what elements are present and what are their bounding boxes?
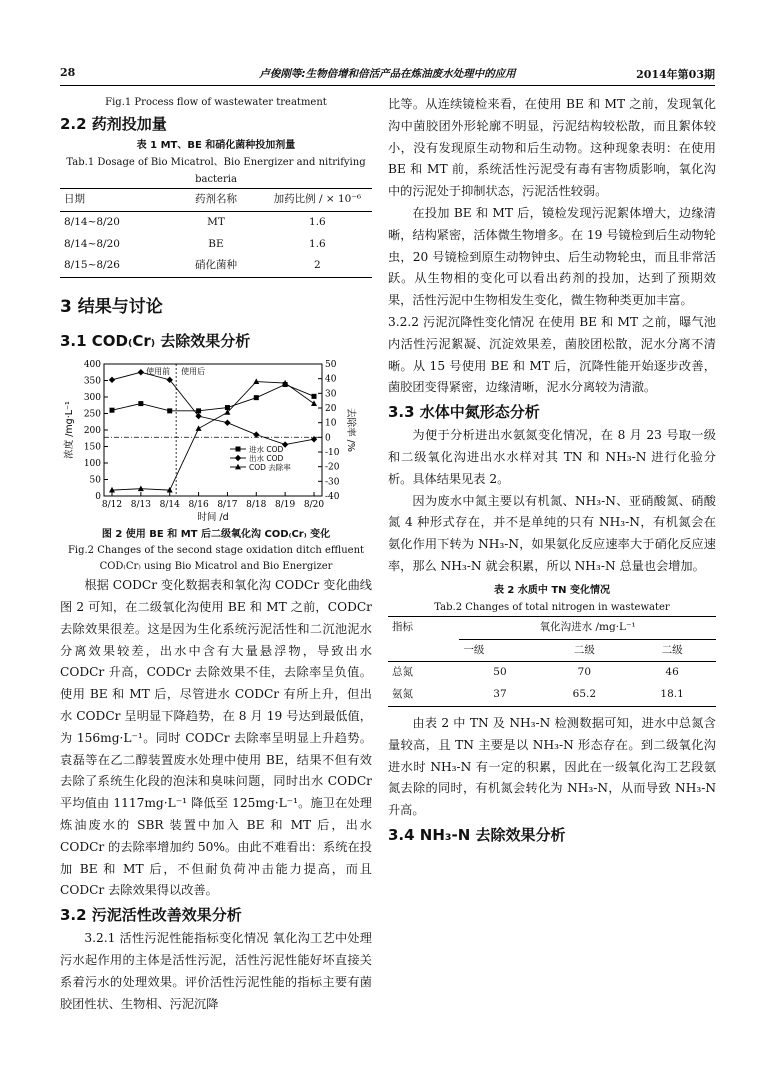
t1-cell: 1.6 bbox=[309, 215, 326, 228]
right-tick-label: 10 bbox=[325, 418, 337, 429]
data-point-2 bbox=[253, 379, 259, 385]
x-axis-label: 时间 /d bbox=[197, 512, 229, 524]
left-tick-label: 0 bbox=[95, 492, 101, 503]
paragraph-settling: 3.2.2 污泥沉降性变化情况 在使用 BE 和 MT 之前，曝气池内活性污泥絮凝、沉淀效果差，菌胶团松散，泥水分离不清晰。从 15 号使用 BE 和 MT 后，沉降性能开始逐步改善，菌胶团变得紧密，边缘清晰，泥水分离较为清澈。 bbox=[388, 314, 716, 395]
legend-label: 出水 COD bbox=[249, 454, 284, 464]
table-row bbox=[388, 662, 716, 684]
paragraph-sludge-activity: 3.2.1 活性污泥性能指标变化情况 氧化沟工艺中处理污水起作用的主体是活性污泥，活性污泥性能好坏直接关系着污水的处理效果。评价活性污泥性能的指标主要有菌胶团性状、生物相、污泥沉降 bbox=[60, 931, 372, 1011]
cod-chart-svg bbox=[60, 356, 372, 526]
left-tick-label: 250 bbox=[83, 409, 101, 420]
t1-cell: 8/14~8/20 bbox=[64, 237, 120, 250]
data-point-0 bbox=[167, 409, 172, 414]
t2-cell: 70 bbox=[577, 666, 592, 679]
right-tick-label: 0 bbox=[325, 433, 331, 444]
section-3-2-title: 3.2 污泥活性改善效果分析 bbox=[60, 906, 242, 925]
t2-cell: 46 bbox=[665, 666, 679, 679]
left-tick-label: 200 bbox=[83, 426, 101, 437]
t2-cell: 65.2 bbox=[572, 688, 597, 701]
series-line-2 bbox=[112, 382, 314, 491]
t1-cell: BE bbox=[208, 237, 224, 250]
x-tick-label: 8/20 bbox=[303, 500, 325, 511]
table-row bbox=[60, 255, 372, 277]
table-1 bbox=[60, 188, 372, 278]
data-point-0 bbox=[312, 394, 317, 399]
running-title: 卢俊刚等:生物倍增和倍活产品在炼油废水处理中的应用 bbox=[259, 68, 516, 80]
fig2-caption-en: Fig.2 Changes of the second stage oxidation ditch effluent COD₍Cr₎ using Bio Micatrol and Bio Energizer bbox=[67, 545, 365, 573]
plot-frame bbox=[104, 364, 322, 496]
t2-header-indicator: 指标 bbox=[392, 620, 413, 633]
data-point-0 bbox=[196, 409, 201, 414]
left-tick-label: 50 bbox=[89, 475, 101, 486]
t2-header-group: 氧化沟进水 /mg·L⁻¹ bbox=[459, 616, 716, 639]
table-2 bbox=[388, 616, 716, 707]
t1-cell: MT bbox=[207, 215, 225, 228]
x-tick-label: 8/14 bbox=[159, 500, 180, 511]
left-tick-label: 400 bbox=[83, 360, 101, 371]
t1-header-ratio: 加药比例 / × 10⁻⁶ bbox=[273, 193, 362, 205]
section-3-3-title: 3.3 水体中氮形态分析 bbox=[388, 403, 540, 422]
x-tick-label: 8/18 bbox=[246, 500, 267, 511]
data-point-2 bbox=[138, 486, 144, 492]
t2-cell: 50 bbox=[493, 666, 507, 679]
paragraph-microscopy: 比等。从连续镜检来看，在使用 BE 和 MT 之前，发现氧化沟中菌胶团外形轮廓不明显，污泥结构较松散，而且絮体较小，没有发现原生动物和后生动物。这种现象表明：在使用 BE 和 MT 前，系统活性污泥受有毒有害物质影响，氧化沟中的污泥处于抑制状态，污泥活性较弱。 bbox=[388, 97, 716, 199]
data-point-2 bbox=[311, 401, 317, 407]
paragraph-nitrogen-sampling: 为便于分析进出水氨氮变化情况，在 8 月 23 号取一级和二级氧化沟进出水水样对其 TN 和 NH₃-N 进行化验分析。具体结果见表 2。 bbox=[388, 428, 716, 486]
t1-cell: 8/14~8/20 bbox=[64, 215, 120, 228]
x-tick-label: 8/19 bbox=[275, 500, 296, 511]
right-tick-label: 50 bbox=[325, 360, 337, 371]
t2-cell: 总氮 bbox=[392, 666, 413, 679]
data-point-2 bbox=[196, 426, 202, 432]
table2-caption-en: Tab.2 Changes of total nitrogen in wastewater bbox=[434, 601, 670, 613]
t1-cell: 8/15~8/26 bbox=[64, 259, 120, 272]
table2-caption-cn: 表 2 水质中 TN 变化情况 bbox=[493, 584, 611, 596]
t1-header-date: 日期 bbox=[64, 193, 85, 205]
data-point-1 bbox=[109, 377, 115, 383]
t1-cell: 1.6 bbox=[309, 237, 326, 250]
section-3-4-title: 3.4 NH₃-N 去除效果分析 bbox=[388, 825, 566, 844]
t2-cell: 18.1 bbox=[660, 688, 684, 701]
right-tick-label: 40 bbox=[325, 374, 337, 385]
running-header bbox=[60, 66, 715, 84]
right-tick-label: -20 bbox=[325, 462, 340, 473]
section-2-2-title: 2.2 药剂投加量 bbox=[60, 115, 167, 133]
fig1-caption: Fig.1 Process flow of wastewater treatment bbox=[105, 97, 327, 108]
t2-cell: 37 bbox=[493, 688, 507, 701]
legend-marker bbox=[235, 455, 241, 461]
x-tick-label: 8/12 bbox=[101, 500, 123, 511]
legend-label: 进水 COD bbox=[249, 445, 284, 455]
paragraph-nitrogen-forms: 因为废水中氮主要以有机氮、NH₃-N、亚硝酸氮、硝酸氮 4 种形式存在，并不是单纯的只有 NH₃-N，有机氮会在氨化作用下转为 NH₃-N，如果氨化反应速率大于硝化反应速率，那么 NH₃-N 就会积累，所以 NH₃-N 总量也会增加。 bbox=[388, 493, 716, 573]
t1-header-agent: 药剂名称 bbox=[194, 193, 237, 205]
legend-label: COD 去除率 bbox=[249, 463, 291, 473]
header-rule bbox=[60, 85, 715, 86]
right-column bbox=[388, 94, 716, 848]
right-tick-label: -30 bbox=[325, 477, 340, 488]
data-point-0 bbox=[110, 408, 115, 413]
issue-label: 2014年第03期 bbox=[636, 68, 715, 81]
t2-subheader: 二级 bbox=[573, 643, 595, 656]
table-row bbox=[60, 234, 372, 256]
left-column bbox=[60, 94, 372, 1015]
left-tick-label: 350 bbox=[83, 376, 101, 387]
left-tick-label: 150 bbox=[83, 442, 101, 453]
t2-cell: 氨氮 bbox=[392, 688, 413, 701]
paragraph-tn-results: 由表 2 中 TN 及 NH₃-N 检测数据可知，进水中总氮含量较高，且 TN 主要是以 NH₃-N 形态存在。到二级氧化沟进水时 NH₃-N 有一定的积累，因此在一级氧化沟工艺段氨氮去除的同时，有机氮会转化为 NH₃-N，从而导致 NH₃-N 升高。 bbox=[388, 715, 716, 818]
right-tick-label: -10 bbox=[325, 448, 340, 459]
x-tick-label: 8/16 bbox=[188, 500, 209, 511]
paragraph-after-dosing: 在投加 BE 和 MT 后，镜检发现污泥絮体增大，边缘清晰，结构紧密，活体微生物增多。在 19 号镜检到后生动物轮虫，20 号镜检到原生动物钟虫、后生动物轮虫，而且非常活跃。从生物相的变化可以看出药剂的投加，达到了预期效果，活性污泥中生物相发生变化，微生物种类更加丰富。 bbox=[388, 205, 716, 308]
t2-subheader: 二级 bbox=[661, 643, 683, 656]
section-3-title: 3 结果与讨论 bbox=[60, 297, 163, 318]
series-line-0 bbox=[112, 385, 314, 411]
right-tick-label: -40 bbox=[325, 492, 340, 503]
table1-caption-cn: 表 1 MT、BE 和硝化菌种投加剂量 bbox=[136, 140, 296, 151]
left-axis-label: 浓度 /mg·L⁻¹ bbox=[64, 401, 75, 460]
table-row bbox=[388, 684, 716, 706]
legend-marker bbox=[236, 447, 241, 452]
right-tick-label: 30 bbox=[325, 389, 337, 400]
left-tick-label: 300 bbox=[83, 393, 101, 404]
t2-subheader: 一级 bbox=[463, 643, 485, 656]
left-tick-label: 100 bbox=[83, 459, 101, 470]
data-point-1 bbox=[224, 420, 230, 426]
x-tick-label: 8/13 bbox=[130, 500, 151, 511]
data-point-1 bbox=[138, 369, 144, 375]
figure-2-chart bbox=[60, 356, 372, 526]
data-point-0 bbox=[254, 395, 259, 400]
data-point-0 bbox=[138, 401, 143, 406]
annotation-before: 使用前 bbox=[146, 367, 171, 377]
annotation-after: 使用后 bbox=[181, 367, 206, 377]
t1-cell: 2 bbox=[314, 259, 321, 272]
page-number: 28 bbox=[60, 66, 76, 79]
table1-caption-en: Tab.1 Dosage of Bio Micatrol、Bio Energizer and nitrifying bacteria bbox=[66, 157, 366, 185]
section-3-1-title: 3.1 COD₍Cr₎ 去除效果分析 bbox=[60, 332, 251, 351]
right-tick-label: 20 bbox=[325, 404, 337, 415]
table-row bbox=[60, 211, 372, 233]
paragraph-cod-analysis: 根据 CODCr 变化数据表和氧化沟 CODCr 变化曲线图 2 可知，在二级氧化沟使用 BE 和 MT 之前，CODCr 去除效果很差。这是因为生化系统污泥活性和二沉池泥水分离效果较差，出水中含有大量悬浮物，导致出水 CODCr 升高，CODCr 去除效果不佳，去除率呈负值。使用 BE 和 MT 后，尽管进水 CODCr 有所上升，但出水 CODCr 呈明显下降趋势，在 8 月 19 号达到最低值，为 156mg·L⁻¹。同时 CODCr 去除率呈明显上升趋势。袁磊等在乙二醇装置废水处理中使用 BE，结果不但有效去除了系统生化段的泡沫和臭味问题，同时出水 CODCr 平均值由 1117mg·L⁻¹ 降低至 125mg·L⁻¹。施卫在处理炼油废水的 SBR 装置中加入 BE 和 MT 后，出水 CODCr 的去除率增加约 50%。由此不难看出：系统在投加 BE 和 MT 后，不但耐负荷冲击能力提高，而且 CODCr 去除效果得以改善。 bbox=[60, 578, 372, 898]
fig2-caption-cn: 图 2 使用 BE 和 MT 后二级氧化沟 COD₍Cr₎ 变化 bbox=[101, 529, 331, 541]
right-axis-label: 去除率 /% bbox=[345, 408, 356, 453]
t1-cell: 硝化菌种 bbox=[194, 259, 237, 272]
x-tick-label: 8/17 bbox=[217, 500, 238, 511]
